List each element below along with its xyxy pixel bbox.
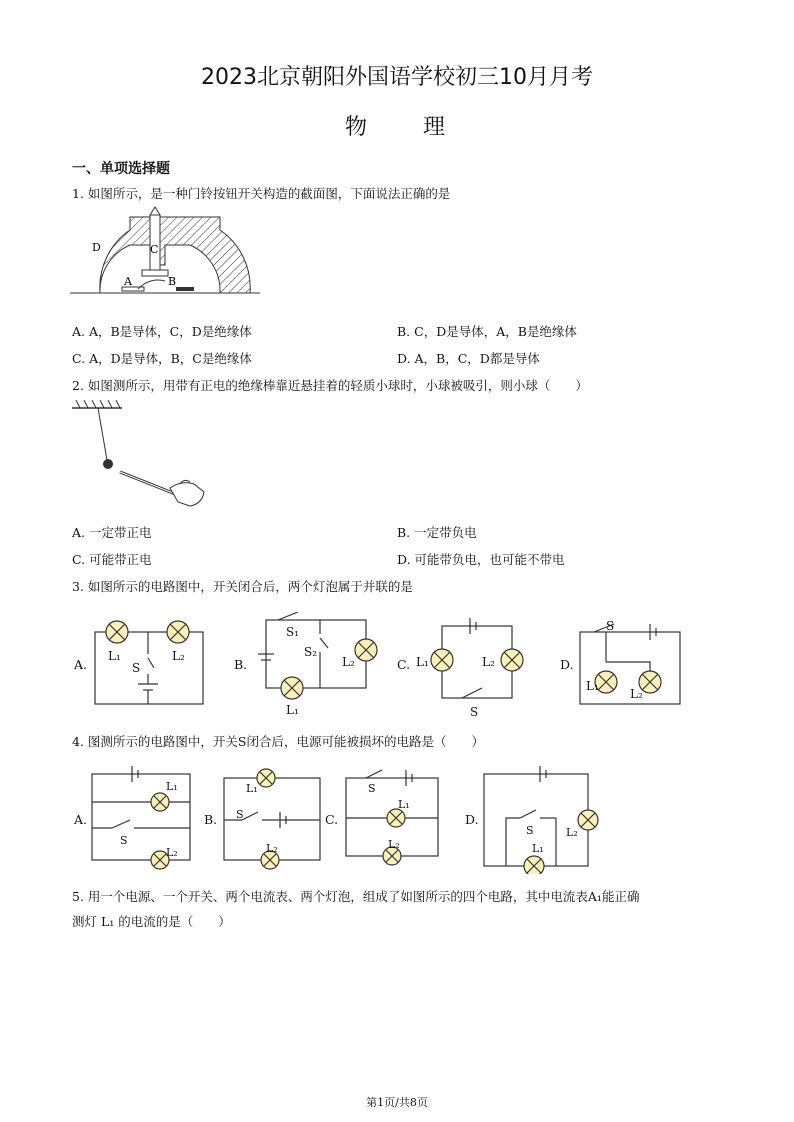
q3-option-a-label[interactable]: A. [74, 657, 88, 672]
q3-circuits-figure [90, 612, 730, 722]
q1-option-d[interactable]: D. A，B，C，D都是导体 [397, 351, 540, 366]
question-5-stem-line2: 测灯 L₁ 的电流的是（ ） [72, 914, 231, 929]
q3-option-c-label[interactable]: C. [397, 657, 411, 672]
svg-text:L₁: L₁ [416, 655, 429, 669]
subject-title: 物 理 [344, 115, 449, 140]
svg-text:L₂: L₂ [172, 649, 185, 663]
q2-option-c[interactable]: C. 可能带正电 [72, 552, 152, 567]
q4-option-d-label[interactable]: D. [465, 812, 479, 827]
q4-option-a-label[interactable]: A. [74, 812, 88, 827]
svg-text:L₂: L₂ [566, 826, 578, 839]
q3-option-b-label[interactable]: B. [234, 657, 248, 672]
label-D: D [92, 241, 101, 254]
q4-option-b-label[interactable]: B. [204, 812, 218, 827]
svg-text:S: S [526, 824, 534, 837]
q1-option-a[interactable]: A. A，B是导体，C，D是绝缘体 [72, 324, 252, 339]
svg-text:L₂: L₂ [266, 842, 278, 855]
svg-text:L₁: L₁ [586, 679, 599, 693]
question-5-stem-line1: 5. 用一个电源、一个开关、两个电流表、两个灯泡，组成了如图所示的四个电路，其中电流表A₁能正确 [72, 889, 640, 904]
page-footer: 第1页/共8页 [366, 1096, 428, 1109]
q4-option-c-label[interactable]: C. [325, 812, 339, 827]
page-title: 2023北京朝阳外国语学校初三10月月考 [201, 65, 593, 90]
question-2-stem: 2. 如图测所示，用带有正电的绝缘棒靠近悬挂着的轻质小球时，小球被吸引，则小球（ ） [72, 378, 588, 393]
svg-text:L₁: L₁ [166, 780, 178, 793]
svg-text:L₁: L₁ [108, 649, 121, 663]
svg-text:S: S [132, 661, 141, 675]
doorbell-switch-figure [70, 205, 260, 305]
q4-circuits-figure [86, 762, 616, 874]
svg-text:L₂: L₂ [166, 846, 178, 859]
q1-option-c[interactable]: C. A，D是导体，B，C是绝缘体 [72, 351, 252, 366]
q2-option-d[interactable]: D. 可能带负电，也可能不带电 [397, 552, 565, 567]
svg-text:L₂: L₂ [342, 655, 355, 669]
svg-text:L₁: L₁ [532, 842, 544, 855]
label-C: C [150, 243, 159, 256]
svg-text:L₁: L₁ [398, 798, 410, 811]
svg-text:S: S [368, 782, 376, 795]
question-1-stem: 1. 如图所示，是一种门铃按钮开关构造的截面图，下面说法正确的是 [72, 186, 451, 201]
q2-option-b[interactable]: B. 一定带负电 [397, 525, 477, 540]
q3-option-d-label[interactable]: D. [560, 657, 574, 672]
svg-text:L₁: L₁ [286, 703, 299, 717]
svg-text:L₁: L₁ [246, 782, 258, 795]
charged-ball-figure [70, 400, 220, 515]
label-B: B [168, 275, 177, 288]
question-4-stem: 4. 图测所示的电路图中，开关S闭合后，电源可能被损坏的电路是（ ） [72, 734, 484, 749]
svg-text:L₂: L₂ [388, 838, 400, 851]
svg-text:S: S [606, 619, 615, 633]
svg-text:S: S [120, 834, 128, 847]
label-A: A [124, 275, 132, 288]
q2-option-a[interactable]: A. 一定带正电 [72, 525, 152, 540]
svg-text:S₁: S₁ [286, 625, 300, 639]
svg-text:L₂: L₂ [630, 687, 643, 701]
question-3-stem: 3. 如图所示的电路图中，开关闭合后，两个灯泡属于并联的是 [72, 579, 413, 594]
svg-text:S: S [236, 808, 244, 821]
svg-text:S: S [470, 705, 479, 719]
section-heading: 一、单项选择题 [72, 161, 170, 177]
q1-option-b[interactable]: B. C，D是导体，A，B是绝缘体 [397, 324, 577, 339]
svg-text:L₂: L₂ [482, 655, 495, 669]
svg-text:S₂: S₂ [304, 645, 318, 659]
